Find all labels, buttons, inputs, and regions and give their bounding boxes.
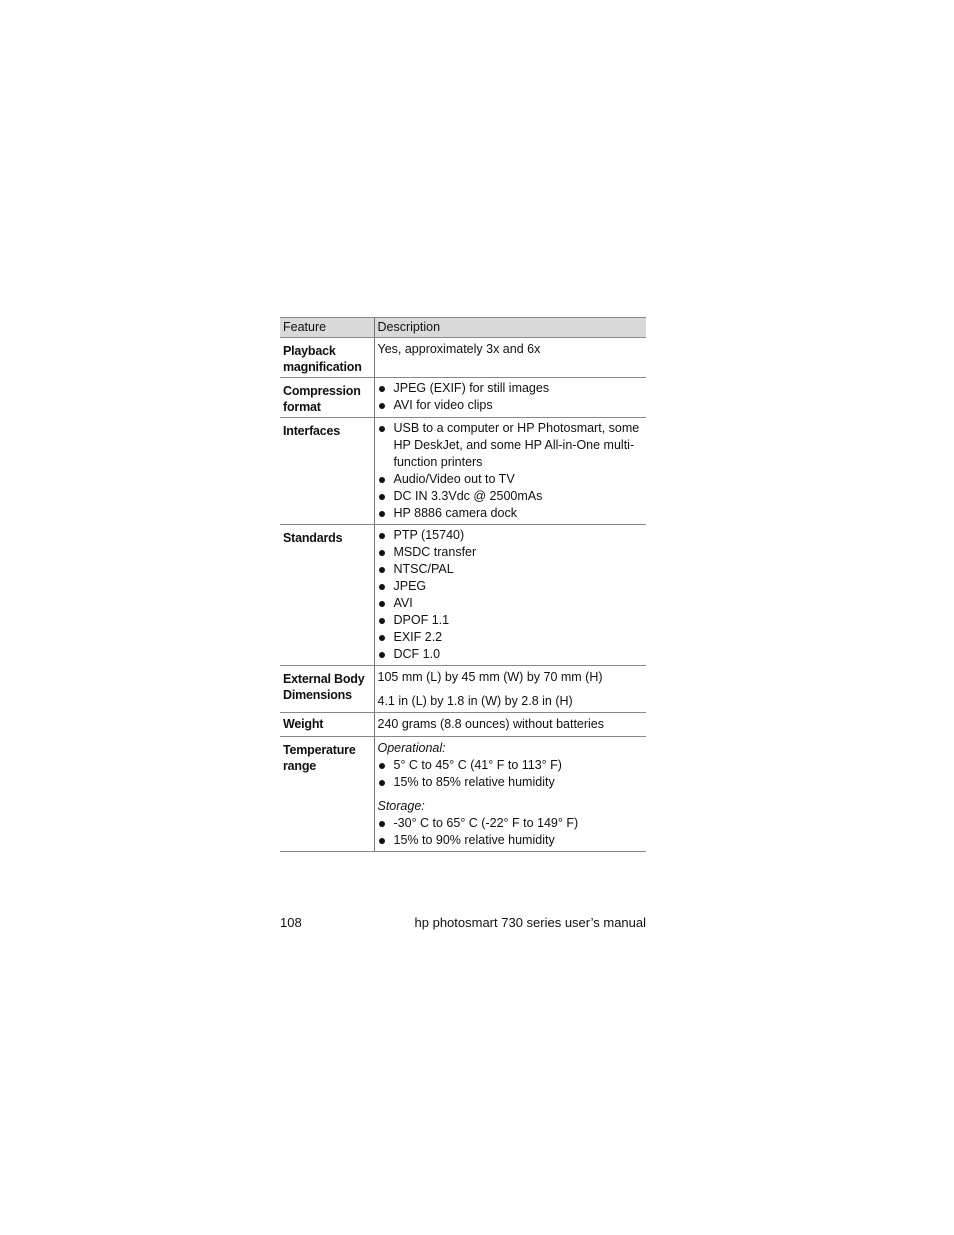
dimension-metric: 105 mm (L) by 45 mm (W) by 70 mm (H) [377, 670, 603, 684]
feature-label: Playback magnification [280, 338, 374, 378]
dimension-imperial: 4.1 in (L) by 1.8 in (W) by 2.8 in (H) [377, 694, 573, 708]
feature-description [374, 666, 646, 713]
list-item: DCF 1.0 [378, 646, 644, 663]
list-item: HP 8886 camera dock [378, 505, 644, 522]
feature-label: Interfaces [280, 418, 374, 525]
table-row-weight [280, 713, 646, 737]
bullet-list [378, 380, 644, 414]
feature-description [374, 378, 646, 418]
bullet-list [378, 815, 644, 849]
list-item: JPEG (EXIF) for still images [378, 380, 644, 397]
list-item: EXIF 2.2 [378, 629, 644, 646]
description-text: 240 grams (8.8 ounces) without batteries [377, 717, 605, 731]
list-item: AVI for video clips [378, 397, 644, 414]
list-item: USB to a computer or HP Photosmart, some HP DeskJet, and some HP All-in-One multi-function printers [378, 420, 644, 471]
table-row-compression-format [280, 378, 646, 418]
list-item: 5° C to 45° C (41° F to 113° F) [378, 757, 644, 774]
feature-description [374, 525, 646, 666]
list-item: 15% to 85% relative humidity [378, 774, 644, 791]
list-item: DC IN 3.3Vdc @ 2500mAs [378, 488, 644, 505]
list-item: MSDC transfer [378, 544, 644, 561]
table-row-playback-magnification [280, 338, 646, 378]
list-item: -30° C to 65° C (-22° F to 149° F) [378, 815, 644, 832]
column-header-feature: Feature [280, 318, 374, 338]
list-item: PTP (15740) [378, 527, 644, 544]
feature-label: External Body Dimensions [280, 666, 374, 713]
list-item: NTSC/PAL [378, 561, 644, 578]
feature-description [374, 338, 646, 378]
page-number: 108 [280, 915, 302, 930]
list-item: AVI [378, 595, 644, 612]
specifications-table [280, 317, 646, 852]
column-header-description: Description [374, 318, 646, 338]
table-row-standards [280, 525, 646, 666]
storage-heading: Storage: [377, 799, 425, 813]
feature-label: Compression format [280, 378, 374, 418]
list-item: 15% to 90% relative humidity [378, 832, 644, 849]
feature-description [374, 713, 646, 737]
manual-title: hp photosmart 730 series user’s manual [414, 915, 646, 930]
feature-label: Weight [280, 713, 374, 737]
operational-heading: Operational: [377, 741, 446, 755]
list-item: JPEG [378, 578, 644, 595]
list-item: DPOF 1.1 [378, 612, 644, 629]
list-item: Audio/Video out to TV [378, 471, 644, 488]
bullet-list [378, 527, 644, 663]
bullet-list [378, 420, 644, 522]
feature-label: Temperature range [280, 737, 374, 852]
feature-label: Standards [280, 525, 374, 666]
table-header-row [280, 318, 646, 338]
feature-description [374, 418, 646, 525]
description-text: Yes, approximately 3x and 6x [377, 342, 541, 356]
feature-description [374, 737, 646, 852]
table-row-interfaces [280, 418, 646, 525]
table-row-temperature-range [280, 737, 646, 852]
bullet-list [378, 757, 644, 791]
table-row-external-body-dimensions [280, 666, 646, 713]
